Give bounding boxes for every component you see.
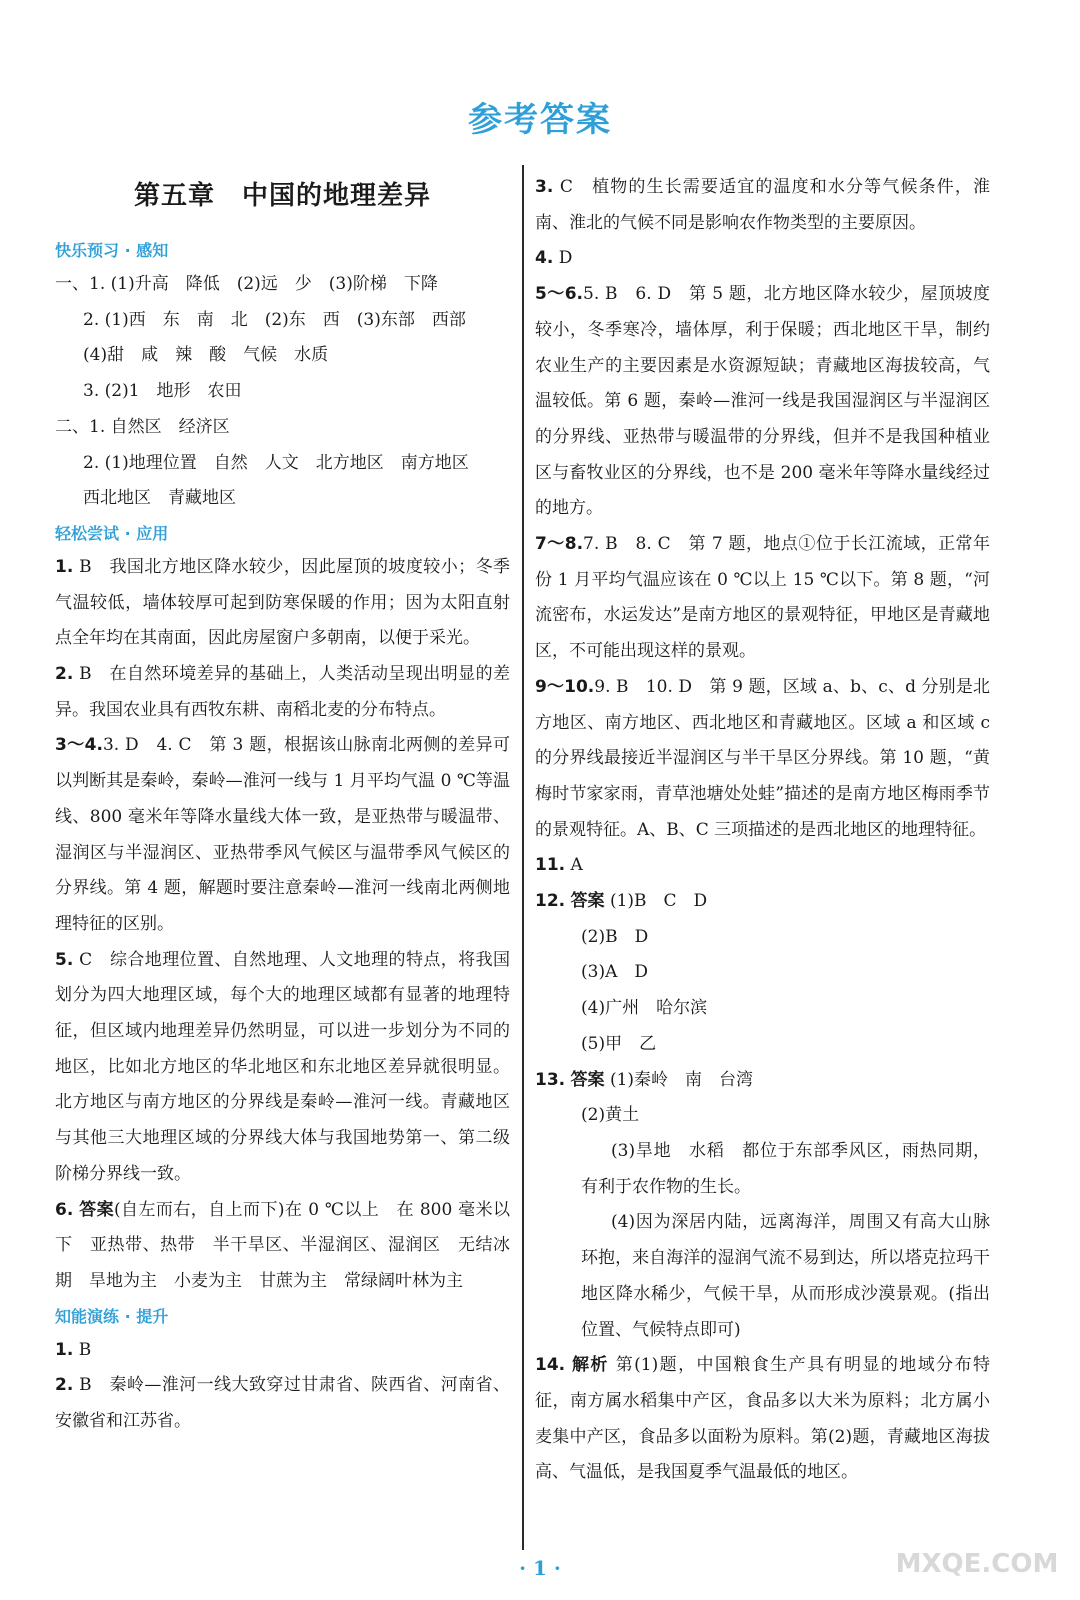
chapter-title: 第五章 中国的地理差异 — [133, 181, 431, 211]
answer-subline: (3)A D — [581, 962, 648, 983]
answer-line: 2. (1)西 东 南 北 (2)东 西 (3)东部 西部 — [83, 309, 466, 330]
item-number: 11. — [535, 855, 566, 876]
answer-text: B 在自然环境差异的基础上，人类活动呈现出明显的差异。我国农业具有西牧东耕、南稻北麦的分布特点。 — [55, 664, 510, 720]
answer-text: D — [558, 248, 573, 269]
column-divider — [522, 165, 524, 1550]
answer-line: 二、1. 自然区 经济区 — [55, 416, 230, 437]
answer-keyword: 答案 — [79, 1199, 114, 1220]
answer-item — [535, 670, 990, 849]
section-heading-practice: 知能演练 · 提升 — [55, 1306, 169, 1326]
left-column — [55, 170, 510, 1440]
answer-text: 9. B 10. D 第 9 题，区域 a、b、c、d 分别是北方地区、南方地区、西北地区和青藏地区。区域 a 和区域 c 的分界线最接近半湿润区与半干旱区分界线。第 10 题，“黄梅时节家家雨，青草池塘处处蛙”描述的是南方地区梅雨季节的景观特征。A、B、C 三项描述的是西北地区的地理特征。 — [535, 676, 990, 840]
answer-line: (4)甜 咸 辣 酸 气候 水质 — [83, 345, 329, 366]
answer-text: C 综合地理位置、自然地理、人文地理的特点，将我国划分为四大地理区域，每个大的地理区域都有显著的地理特征，但区域内地理差异仍然明显，可以进一步划分为不同的地区，比如北方地区的华北地区和东北地区差异就很明显。北方地区与南方地区的分界线是秦岭—淮河一线。青藏地区与其他三大地理区域的分界线大体与我国地势第一、第二级阶梯分界线一致。 — [55, 949, 511, 1184]
answer-item — [535, 277, 990, 527]
item-number: 14. — [535, 1355, 566, 1376]
item-number: 2. — [55, 1375, 74, 1396]
watermark-text: MXQE.COM — [895, 1549, 1059, 1579]
watermark-logo — [892, 1534, 1062, 1586]
answer-subline: (2)B D — [581, 926, 649, 947]
answer-item — [55, 943, 510, 1193]
section-heading-preview: 快乐预习 · 感知 — [55, 241, 169, 260]
answer-item — [535, 170, 990, 241]
answer-item — [535, 1348, 990, 1491]
page-title: 参考答案 — [468, 100, 612, 140]
answer-line: 3. (2)1 地形 农田 — [83, 381, 242, 402]
item-number: 6. — [55, 1199, 74, 1220]
section-heading-try: 轻松尝试 · 应用 — [55, 523, 169, 543]
item-number: 5～6. — [535, 284, 583, 305]
answer-text: 3. D 4. C 第 3 题，根据该山脉南北两侧的差异可以判断其是秦岭，秦岭—淮河一线与 1 月平均气温 0 ℃等温线、800 毫米年等降水量线大体一致，是亚热带与暖温带、湿润区与半湿润区、亚热带季风气候区与温带季风气候区的分界线。第 4 题，解题时要注意秦岭—淮河一线南北两侧地理特征的区别。 — [55, 735, 510, 934]
answer-item — [55, 1333, 510, 1369]
answer-text: 5. B 6. D 第 5 题，北方地区降水较少，屋顶坡度较小，冬季寒冷，墙体厚，利于保暖；西北地区干旱，制约农业生产的主要因素是水资源短缺；青藏地区海拔较高，气温较低。第 6 题，秦岭—淮河一线是我国湿润区与半湿润区的分界线、亚热带与暖温带的分界线，但并不是我国种植业区与畜牧业区的分界线，也不是 200 毫米年等降水量线经过的地方。 — [535, 284, 990, 519]
answer-subline: (4)因为深居内陆，远离海洋，周围又有高大山脉环抱，来自海洋的湿润气流不易到达，所以塔克拉玛干地区降水稀少，气候干旱，从而形成沙漠景观。(指出位置、气候特点即可) — [581, 1212, 990, 1340]
answer-text: (1)B C D — [609, 891, 708, 912]
answer-subline: (5)甲 乙 — [581, 1033, 657, 1054]
answer-line: 一、1. (1)升高 降低 (2)远 少 (3)阶梯 下降 — [55, 274, 438, 294]
answer-text: B 我国北方地区降水较少，因此屋顶的坡度较小；冬季气温较低，墙体较厚可起到防寒保暖的作用；因为太阳直射点全年均在其南面，因此房屋窗户多朝南，以便于采光。 — [55, 556, 510, 649]
answer-item — [535, 848, 990, 884]
answer-keyword: 答案 — [570, 891, 605, 912]
answer-item — [55, 1368, 510, 1439]
answer-item — [55, 1193, 510, 1300]
item-number: 7～8. — [535, 534, 584, 555]
answer-item — [55, 550, 510, 657]
answer-text: (自左而右，自上而下)在 0 ℃以上 在 800 毫米以下 亚热带、热带 半干旱区、半湿润区、湿润区 无结冰期 旱地为主 小麦为主 甘蔗为主 常绿阔叶林为主 — [55, 1199, 511, 1291]
answer-text: 第(1)题，中国粮食生产具有明显的地域分布特征，南方属水稻集中产区，食品多以大米为原料；北方属小麦集中产区，食品多以面粉为原料。第(2)题，青藏地区海拔高、气温低，是我国夏季气温最低的地区。 — [535, 1355, 991, 1483]
answer-text: 7. B 8. C 第 7 题，地点①位于长江流域，正常年份 1 月平均气温应该在 0 ℃以上 15 ℃以下。第 8 题，“河流密布，水运发达”是南方地区的景观特征，甲地区是青藏地区，不可能出现这样的景观。 — [535, 534, 990, 662]
page-number: · 1 · — [519, 1556, 561, 1580]
answer-item — [535, 527, 990, 670]
answer-text: B 秦岭—淮河一线大致穿过甘肃省、陕西省、河南省、安徽省和江苏省。 — [55, 1375, 510, 1432]
right-column — [535, 170, 990, 1491]
answer-keyword: 解析 — [571, 1355, 609, 1376]
answer-text: A — [570, 855, 583, 876]
item-number: 1. — [55, 556, 74, 577]
answer-text: (1)秦岭 南 台湾 — [609, 1069, 754, 1090]
item-number: 13. — [535, 1069, 566, 1090]
answer-subline: (3)旱地 水稻 都位于东部季风区，雨热同期，有利于农作物的生长。 — [581, 1140, 990, 1197]
item-number: 5. — [55, 949, 74, 970]
item-number: 3. — [535, 177, 554, 197]
item-number: 2. — [55, 664, 74, 685]
answer-line: 2. (1)地理位置 自然 人文 北方地区 南方地区 — [83, 452, 469, 473]
item-number: 3～4. — [55, 735, 103, 756]
answer-item — [535, 884, 990, 920]
answer-text: B — [78, 1339, 92, 1360]
item-number: 12. — [535, 891, 566, 912]
item-number: 4. — [535, 248, 554, 269]
item-number: 9～10. — [535, 676, 595, 697]
item-number: 1. — [55, 1339, 74, 1360]
answer-subline: (4)广州 哈尔滨 — [581, 998, 708, 1019]
answer-text: C 植物的生长需要适宜的温度和水分等气候条件，淮南、淮北的气候不同是影响农作物类型的主要原因。 — [535, 177, 990, 233]
answer-item — [55, 728, 510, 942]
answer-item — [535, 241, 990, 277]
answer-item — [535, 1063, 990, 1099]
answer-line: 西北地区 青藏地区 — [83, 488, 236, 509]
answer-item — [55, 657, 510, 728]
answer-subline: (2)黄土 — [581, 1105, 640, 1126]
answer-keyword: 答案 — [570, 1069, 605, 1090]
